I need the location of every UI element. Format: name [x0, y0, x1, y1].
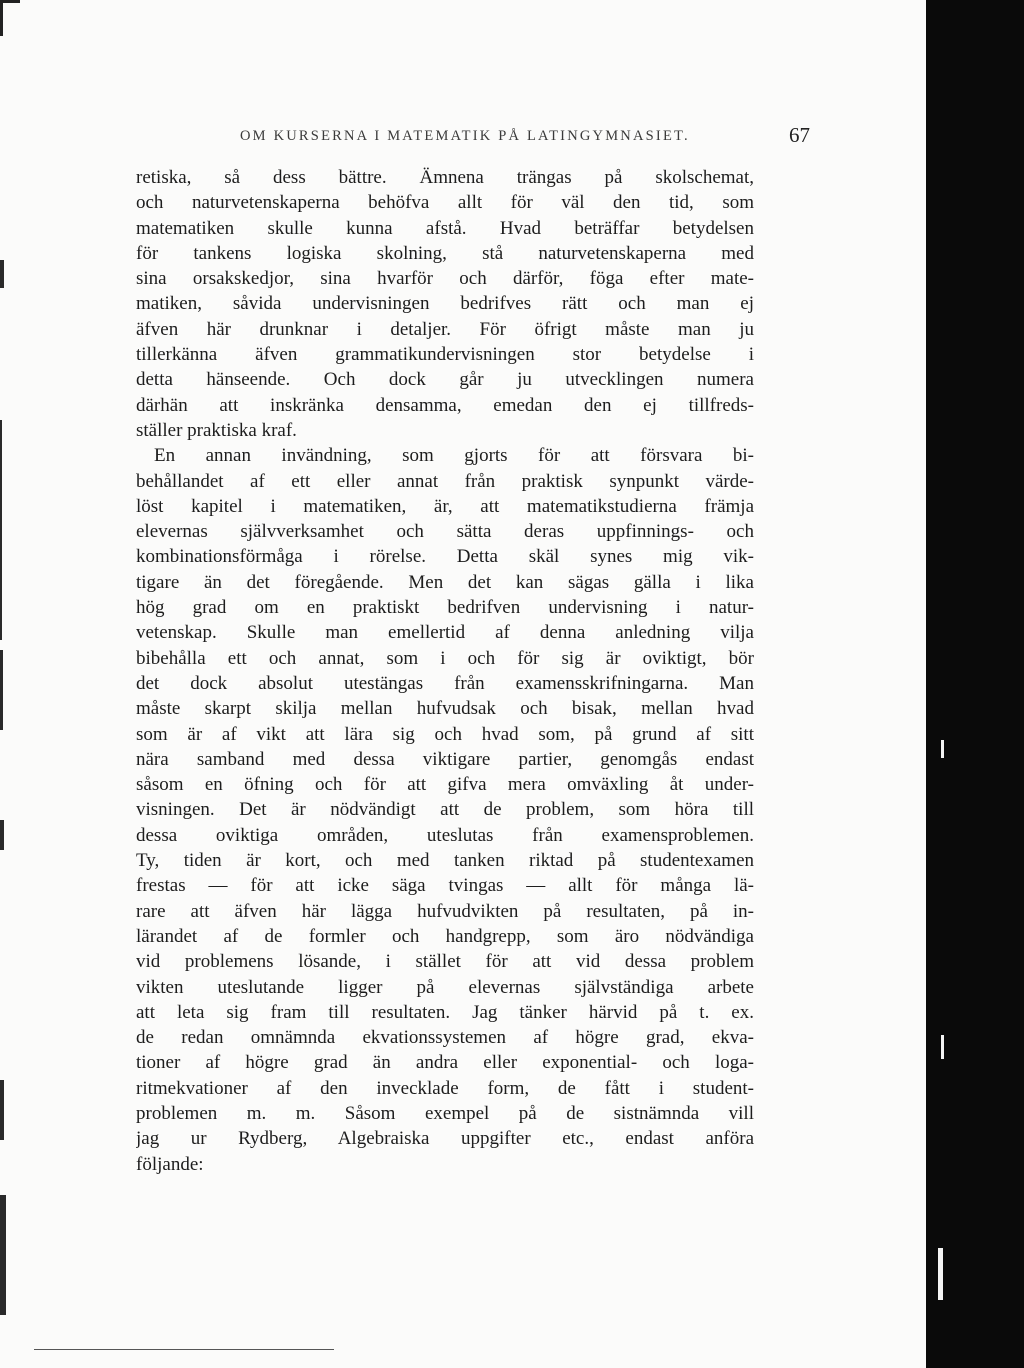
text-line: bibehålla ett och annat, som i och för sig är oviktigt, bör — [136, 647, 754, 669]
text-line: lärandet af de formler och handgrepp, som äro nödvändiga — [136, 925, 754, 947]
text-line: Ty, tiden är kort, och med tanken riktad på studentexamen — [136, 850, 754, 872]
text-line: rare att äfven här lägga hufvudvikten på resultaten, på in- — [136, 900, 754, 922]
text-line: frestas — för att icke säga tvingas — allt för många lä- — [136, 875, 754, 897]
corner-crop-mark — [0, 0, 3, 36]
text-line: därhän att inskränka densamma, emedan den ej tillfreds- — [136, 394, 754, 416]
text-line: löst kapitel i matematiken, är, att matematikstudierna främja — [136, 495, 754, 517]
scan-nick — [941, 740, 944, 758]
edge-bleed — [0, 1080, 4, 1140]
text-line: att leta sig fram till resultaten. Jag tänker härvid på t. ex. — [136, 1001, 754, 1023]
text-line: kombinationsförmåga i rörelse. Detta skäl synes mig vik- — [136, 546, 754, 568]
text-line: elevernas självverksamhet och sätta deras uppfinnings- och — [136, 521, 754, 543]
text-line: matematiken skulle kunna afstå. Hvad beträffar betydelsen — [136, 217, 754, 239]
text-line: behållandet af ett eller annat från praktisk synpunkt värde- — [136, 470, 754, 492]
scan-nick — [938, 1248, 943, 1300]
text-line: måste skarpt skilja mellan hufvudsak och bisak, mellan hvad — [136, 698, 754, 720]
text-line: ställer praktiska kraf. — [136, 419, 297, 441]
text-line: som är af vikt att lära sig och hvad som, på grund af sitt — [136, 723, 754, 745]
text-line: En annan invändning, som gjorts för att försvara bi- — [154, 445, 754, 467]
text-line: ritmekvationer af den invecklade form, de fått i student- — [136, 1077, 754, 1099]
text-line: följande: — [136, 1153, 204, 1175]
edge-bleed — [0, 420, 2, 640]
edge-bleed — [0, 1195, 6, 1315]
text-line: tillerkänna äfven grammatikundervisningen stor betydelse i — [136, 344, 754, 366]
body-text — [136, 165, 754, 1177]
edge-bleed — [0, 650, 3, 730]
scan-shadow-bar — [926, 0, 1024, 1368]
text-line: vid problemens lösande, i stället för att vid dessa problem — [136, 951, 754, 973]
corner-crop-mark — [0, 0, 20, 3]
text-line: vetenskap. Skulle man emellertid af denna anledning vilja — [136, 622, 754, 644]
text-line: äfven här drunknar i detaljer. För öfrigt måste man ju — [136, 318, 754, 340]
text-line: nära samband med dessa viktigare partier, genomgås endast — [136, 748, 754, 770]
edge-bleed — [0, 820, 4, 850]
bottom-rule — [34, 1349, 334, 1350]
text-line: matiken, såvida undervisningen bedrifves rätt och man ej — [136, 293, 754, 315]
text-line: jag ur Rydberg, Algebraiska uppgifter etc., endast anföra — [136, 1128, 754, 1150]
text-line: hög grad om en praktiskt bedrifven undervisning i natur- — [136, 597, 754, 619]
text-line: och naturvetenskaperna behöfva allt för väl den tid, som — [136, 192, 754, 214]
running-head: OM KURSERNA I MATEMATIK PÅ LATINGYMNASIET. — [240, 128, 690, 144]
text-line: sina orsakskedjor, sina hvarför och därför, föga efter mate- — [136, 268, 754, 290]
text-line: för tankens logiska skolning, stå naturvetenskaperna med — [136, 242, 754, 264]
scan-nick — [941, 1035, 944, 1059]
text-line: retiska, så dess bättre. Ämnena trängas på skolschemat, — [136, 167, 754, 188]
text-line: detta hänseende. Och dock går ju utvecklingen numera — [136, 369, 754, 391]
edge-bleed — [0, 260, 4, 288]
text-line: tigare än det föregående. Men det kan sägas gälla i lika — [136, 571, 754, 593]
text-line: visningen. Det är nödvändigt att de problem, som höra till — [136, 799, 754, 821]
text-line: tioner af högre grad än andra eller exponential- och loga- — [136, 1052, 754, 1074]
text-line: vikten uteslutande ligger på elevernas självständiga arbete — [136, 976, 754, 998]
page-number: 67 — [789, 123, 810, 147]
text-line: de redan omnämnda ekvationssystemen af högre grad, ekva- — [136, 1027, 754, 1049]
text-line: problemen m. m. Såsom exempel på de sistnämnda vill — [136, 1102, 754, 1124]
text-line: dessa oviktiga områden, uteslutas från examensproblemen. — [136, 824, 754, 846]
text-line: såsom en öfning och för att gifva mera omväxling åt under- — [136, 774, 754, 796]
text-line: det dock absolut utestängas från examensskrifningarna. Man — [136, 672, 754, 694]
